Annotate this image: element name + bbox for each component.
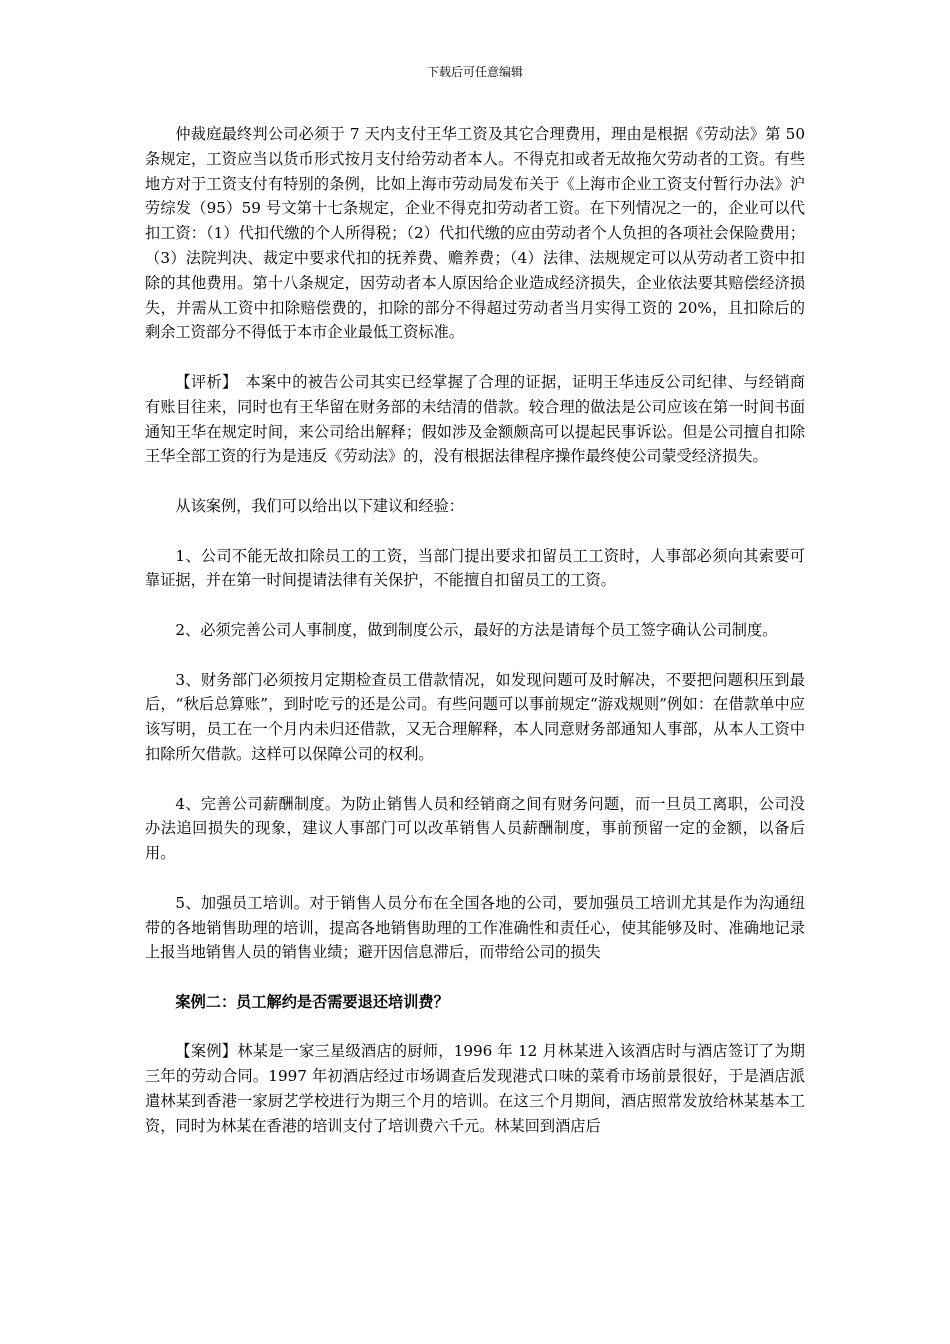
case-two-paragraph: 【案例】林某是一家三星级酒店的厨师，1996 年 12 月林某进入该酒店时与酒店签订了为期三年的劳动合同。1997 年初酒店经过市场调查后发现港式口味的菜肴市场前景很好，于是酒店派遣林某到香港一家厨艺学校进行为期三个月的培训。在这三个月期间，酒店照常发放给林某基本工资，同时为林某在香港的培训支付了培训费六千元。林某回到酒店后 <box>145 1042 805 1135</box>
advice-item-4: 4、完善公司薪酬制度。为防止销售人员和经销商之间有财务问题，而一旦员工离职，公司没办法追回损失的现象，建议人事部门可以改革销售人员薪酬制度，事前预留一定的金额，以备后用。 <box>145 794 805 863</box>
advice-item-1: 1、公司不能无故扣除员工的工资，当部门提出要求扣留员工工资时，人事部必须向其索要可靠证据，并在第一时间提请法律有关保护，不能擅自扣留员工的工资。 <box>145 546 805 590</box>
advice-item-5: 5、加强员工培训。对于销售人员分布在全国各地的公司，要加强员工培训尤其是作为沟通纽带的各地销售助理的培训，提高各地销售助理的工作准确性和责任心，使其能够及时、准确地记录上报当地销售人员的销售业绩；避开因信息滞后，而带给公司的损失 <box>145 893 805 962</box>
case-two-heading: 案例二：员工解约是否需要退还培训费？ <box>175 992 449 1011</box>
page-header: 下载后可任意编辑 <box>426 65 523 79</box>
advice-item-3: 3、财务部门必须按月定期检查员工借款情况，如发现问题可及时解决，不要把问题积压到最后，“秋后总算账”，到时吃亏的还是公司。有些问题可以事前规定“游戏规则”例如：在借款单中应该写明，员工在一个月内未归还借款，又无合理解释，本人同意财务部通知人事部，从本人工资中扣除所欠借款。这样可以保障公司的权利。 <box>145 670 805 763</box>
document-body <box>145 122 805 1139</box>
paragraph-ruling: 仲裁庭最终判公司必须于 7 天内支付王华工资及其它合理费用，理由是根据《劳动法》第 50 条规定，工资应当以货币形式按月支付给劳动者本人。不得克扣或者无故拖欠劳动者的工资。有些地方对于工资支付有特别的条例，比如上海市劳动局发布关于《上海市企业工资支付暂行办法》沪劳综发（95）59 号文第十七条规定，企业不得克扣劳动者工资。在下列情况之一的，企业可以代扣工资：（1）代扣代缴的个人所得税；（2）代扣代缴的应由劳动者个人负担的各项社会保险费用；（3）法院判决、裁定中要求代扣的抚养费、赡养费；（4）法律、法规规定可以从劳动者工资中扣除的其他费用。第十八条规定，因劳动者本人原因给企业造成经济损失，企业依法要其赔偿经济损失，并需从工资中扣除赔偿费的，扣除的部分不得超过劳动者当月实得工资的 20%，且扣除后的剩余工资部分不得低于本市企业最低工资标准。 <box>145 125 805 342</box>
paragraph-analysis: 【评析】 本案中的被告公司其实已经掌握了合理的证据，证明王华违反公司纪律、与经销商有账目往来，同时也有王华留在财务部的未结清的借款。较合理的做法是公司应该在第一时间书面通知王华在规定时间，来公司给出解释；假如涉及金额颇高可以提起民事诉讼。但是公司擅自扣除王华全部工资的行为是违反《劳动法》的，没有根据法律程序操作最终使公司蒙受经济损失。 <box>145 372 805 466</box>
advice-item-2: 2、必须完善公司人事制度，做到制度公示，最好的方法是请每个员工签字确认公司制度。 <box>175 620 778 639</box>
paragraph-advice-intro: 从该案例，我们可以给出以下建议和经验： <box>175 496 464 515</box>
